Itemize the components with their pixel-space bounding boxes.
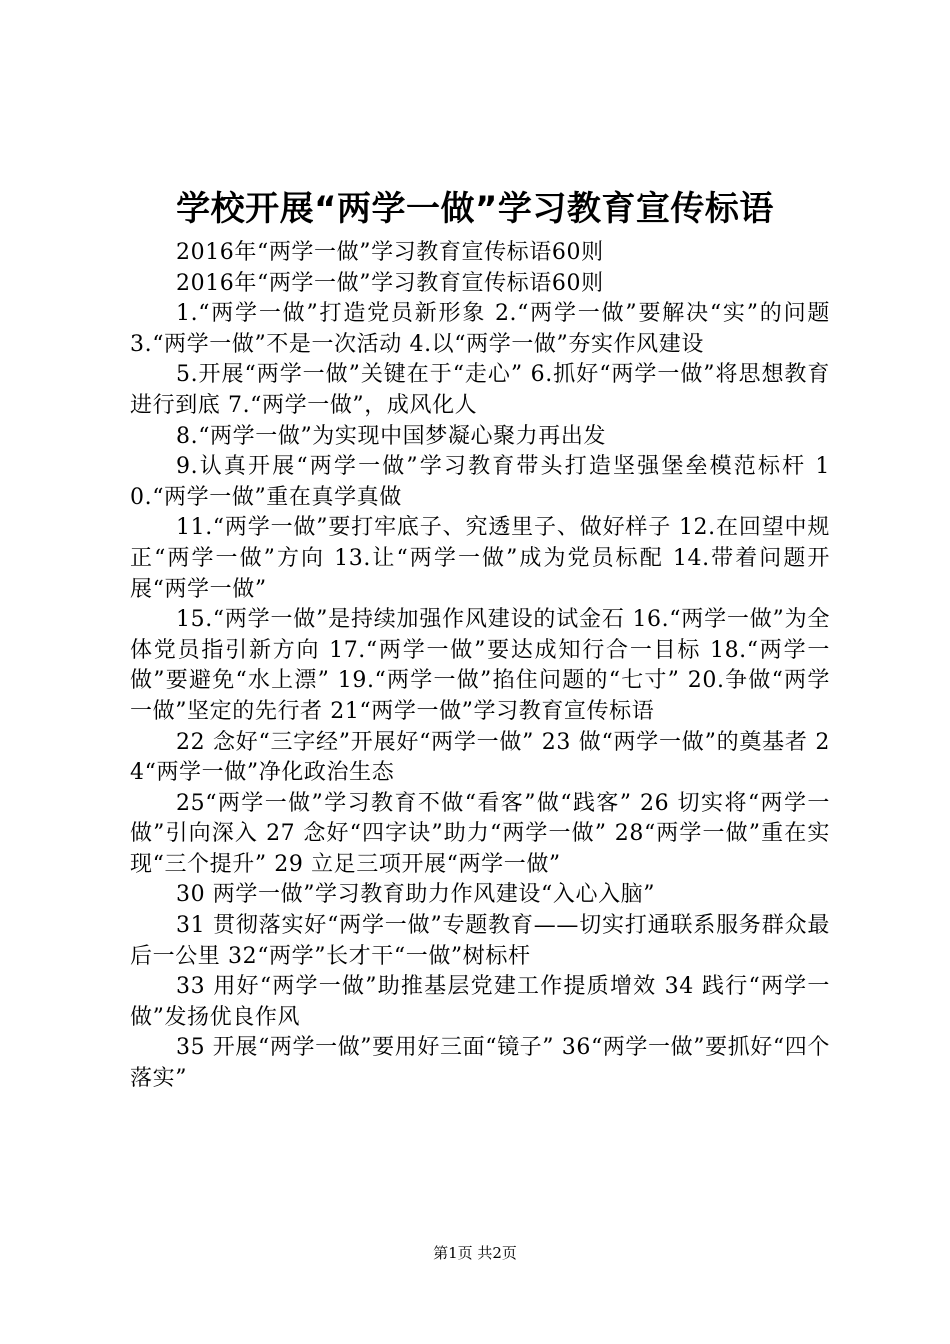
paragraph: 22 念好“三字经”开展好“两学一做” 23 做“两学一做”的奠基者 24“两学一做”净化政治生态 (130, 729, 830, 786)
paragraph: 9.认真开展“两学一做”学习教育带头打造坚强堡垒模范标杆 10.“两学一做”重在真学真做 (130, 454, 830, 510)
page-footer: 第1页 共2页 (433, 1244, 517, 1262)
paragraph: 11.“两学一做”要打牢底子、究透里子、做好样子 12.在回望中规正“两学一做”方向 13.让“两学一做”成为党员标配 14.带着问题开展“两学一做” (130, 515, 830, 602)
paragraph: 25“两学一做”学习教育不做“看客”做“践客” 26 切实将“两学一做”引向深入 27 念好“四字诀”助力“两学一做” 28“两学一做”重在实现“三个提升” 29 立足三项开展“两学一做” (130, 790, 830, 877)
paragraph: 1.“两学一做”打造党员新形象 2.“两学一做”要解决“实”的问题 3.“两学一做”不是一次活动 4.以“两学一做”夯实作风建设 (130, 301, 830, 357)
paragraph: 30 两学一做”学习教育助力作风建设“入心入脑” (176, 882, 656, 908)
paragraph: 31 贯彻落实好“两学一做”专题教育——切实打通联系服务群众最后一公里 32“两学”长才干“一做”树标杆 (130, 913, 830, 969)
paragraph: 5.开展“两学一做”关键在于“走心” 6.抓好“两学一做”将思想教育进行到底 7.“两学一做”，成风化人 (130, 362, 830, 418)
paragraph: 35 开展“两学一做”要用好三面“镜子” 36“两学一做”要抓好“四个落实” (130, 1035, 830, 1092)
paragraph: 8.“两学一做”为实现中国梦凝心聚力再出发 (176, 423, 607, 449)
document-title: 学校开展“两学一做”学习教育宣传标语 (176, 189, 774, 229)
document-body (130, 238, 830, 1095)
paragraph: 2016年“两学一做”学习教育宣传标语60则 (176, 240, 604, 265)
paragraph: 2016年“两学一做”学习教育宣传标语60则 (176, 270, 604, 296)
paragraph: 15.“两学一做”是持续加强作风建设的试金石 16.“两学一做”为全体党员指引新方向 17.“两学一做”要达成知行合一目标 18.“两学一做”要避免“水上漂” 19.“两学一做”掐住问题的“七寸” 20.争做“两学一做”坚定的先行者 21“两学一做”学习教育宣传标语 (130, 607, 830, 724)
paragraph: 33 用好“两学一做”助推基层党建工作提质增效 34 践行“两学一做”发扬优良作风 (130, 974, 830, 1030)
